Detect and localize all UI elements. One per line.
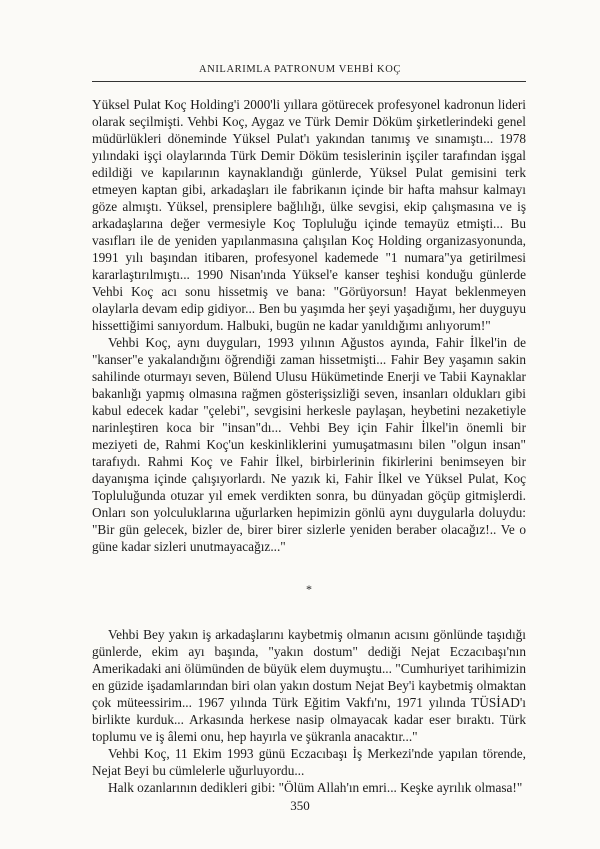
paragraph: Vehbi Koç, aynı duyguları, 1993 yılının Ağustos ayında, Fahir İlkel'in de "kanser"e yakalandığını öğrendiği zaman hissetmişti... Fahir Bey yaşamın sakin sahilinde oturmayı seven, Bülend Ulusu Hükümetinde Enerji ve Tabii Kaynaklar bakanlığı yapmış olmasına rağmen gösterişsizliği seven, insanları oldukları gibi kabul edecek kadar "çelebi", sevgisini herkesle paylaşan, heybetini nezaketiyle narinleştiren koca bir "insan"dı... Vehbi Bey için Fahir İlkel'in önemli bir meziyeti de, Rahmi Koç'un keskinliklerini yumuşatmasını bilen "olgun insan" tarafıydı. Rahmi Koç ve Fahir İlkel, birbirlerinin fikirlerini benimseyen bir dayanışma içinde çalışıyorlardı. Ne yazık ki, Fahir İlkel ve Yüksel Pulat, Koç Topluluğunda otuzar yıl emek verdikten sonra, bu dünyadan göçüp gitmişlerdi. Onları son yolculuklarına uğurlarken hepimizin gönlü aynı duygularla doluydu: "Bir gün gelecek, bizler de, birer birer sizlerle yeniden beraber olacağız!.. Ve o güne kadar sizleri unutmayacağız...": [92, 335, 526, 554]
paragraph: Halk ozanlarının dedikleri gibi: "Ölüm Allah'ın emri... Keşke ayrılık olmasa!": [108, 780, 523, 795]
paragraph: Vehbi Bey yakın iş arkadaşlarını kaybetmiş olmanın acısını gönlünde taşıdığı günlerde, ekim ayı başında, "yakın dostum" dediği Nejat Eczacıbaşı'nın Amerikadaki ani ölümünden de büyük elem duymuştu... "Cumhuriyet tarihimizin en güzide işadamlarından biri olan yakın dostum Nejat Bey'i kaybetmiş olmaktan çok müteessirim... 1967 yılında Türk Eğitim Vakfı'nı, 1971 yılında TÜSİAD'ı birlikte kurduk... Arkasında herkese nasip olmayacak kadar eser bıraktı. Türk toplumu ve iş âlemi onu, hep hayırla ve şükranla anacaktır...": [92, 627, 526, 744]
page-number: 350: [290, 798, 310, 813]
paragraph: Vehbi Koç, 11 Ekim 1993 günü Eczacıbaşı İş Merkezi'nde yapılan törende, Nejat Beyi bu cümlelerle uğurluyordu...: [92, 746, 526, 778]
body-text: [92, 96, 526, 796]
paragraph: Yüksel Pulat Koç Holding'i 2000'li yıllara götürecek profesyonel kadronun lideri olarak seçilmişti. Vehbi Koç, Aygaz ve Türk Demir Döküm şirketlerindeki genel müdürlükleri döneminde Yüksel Pulat'ı yakından tanımış ve sınamıştı... 1978 yılındaki işçi olaylarında Türk Demir Döküm tesislerinin işçiler tarafından işgal edildiği ve kapılarının kaynaklandığı günlerde, Yüksel Pulat gemisini terk etmeyen kaptan gibi, arkadaşları ile fabrikanın içinde bir hafta mahsur kalmayı göze almıştı. Yüksel, prensiplere bağlılığı, ülke sevgisi, ekip çalışmasına ve iş arkadaşlarına değer vermesiyle Koç Topluluğu içinde temayüz etmişti... Bu vasıfları ile de yeniden yapılanmasına çalışılan Koç Holding organizasyonunda, 1991 yılı başından itibaren, profesyonel kademede "1 numara"ya getirilmesi kararlaştırılmıştı... 1990 Nisan'ında Yüksel'e kanser teşhisi konduğu günlerde Vehbi Koç acı sonu hissetmiş ve bana: "Görüyorsun! Hayat beklenmeyen olaylarla devam edip gidiyor... Ben bu yaşımda her şeyi yaşadığımı, her duyguyu hissettiğimi sanıyordum. Halbuki, bugün ne kadar yanıldığımı anlıyorum!": [92, 97, 526, 333]
section-separator: *: [306, 582, 312, 596]
running-head: ANILARIMLA PATRONUM VEHBİ KOÇ: [198, 64, 402, 75]
header-rule: [92, 81, 526, 82]
